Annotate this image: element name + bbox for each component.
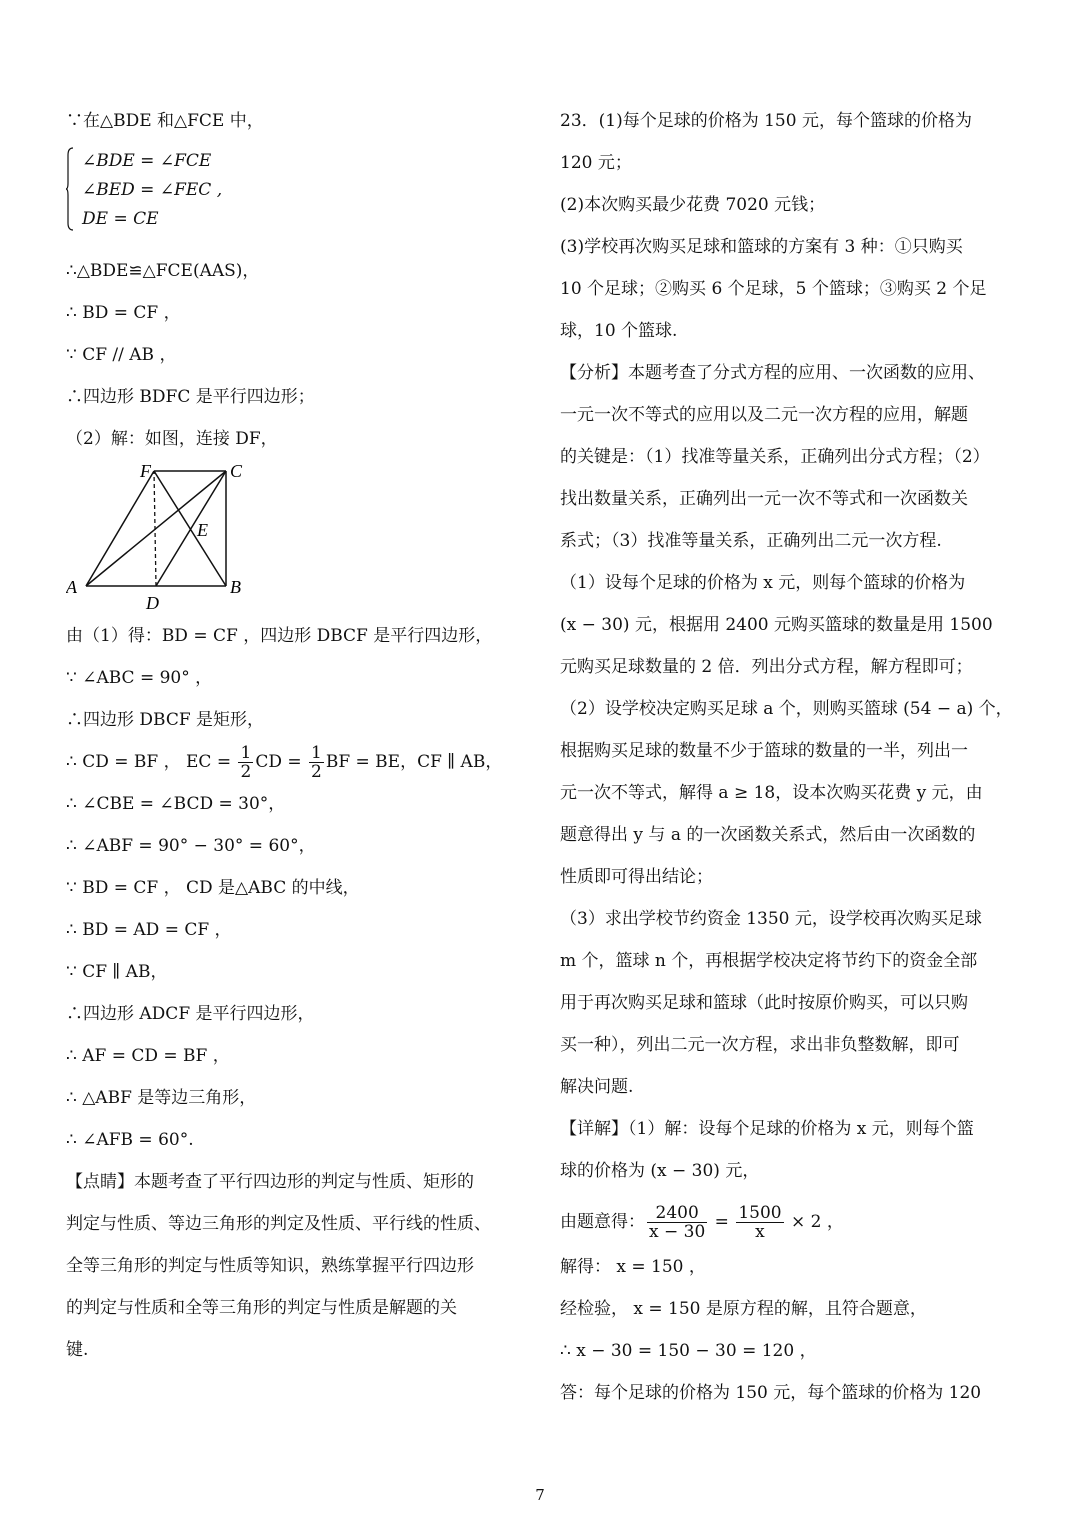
text-line: 根据购买足球的数量不少于篮球的数量的一半，列出一 [560,741,968,761]
label-a: A [66,577,77,597]
text-line: （3）求出学校节约资金 1350 元，设学校再次购买足球 [560,909,982,929]
text-line: ∴ ∠CBE = ∠BCD = 30°， [66,794,286,814]
text-segment: = [709,1212,735,1232]
text-line: ∵ CF ∥ AB， [66,962,168,982]
text-line: ∵在△BDE 和△FCE 中， [66,111,264,131]
rectangle-diagram [66,463,266,618]
equation-system [66,147,536,243]
numerator: 1500 [738,1203,782,1223]
text-line: 【分析】本题考查了分式方程的应用、一次函数的应用、 [560,363,985,383]
denominator: 2 [240,762,252,782]
text-line: 性质即可得出结论； [560,867,713,887]
page-number: 7 [535,1486,545,1504]
text-line: 120 元； [560,153,632,173]
text-line: 题意得出 y 与 a 的一次函数关系式，然后由一次函数的 [560,825,976,845]
text-line: ∵ CF // AB ， [66,345,177,365]
text-line: ∵ ∠ABC = 90° ， [66,668,213,688]
text-line: 由（1）得：BD = CF ，四边形 DBCF 是平行四边形， [66,626,493,646]
text-line: ∴ BD = CF ， [66,303,181,323]
text-line: 【详解】（1）解：设每个足球的价格为 x 元，则每个篮 [560,1119,974,1139]
right-column [560,103,1022,1417]
label-e: E [197,520,208,540]
text-line: 【点睛】本题考查了平行四边形的判定与性质、矩形的 [66,1172,474,1192]
text-line: 解决问题. [560,1077,634,1097]
equation-line [560,1195,1022,1249]
denominator: x [755,1222,765,1242]
text-line: （2）解：如图，连接 DF， [66,429,278,449]
text-line: (x − 30) 元，根据用 2400 元购买篮球的数量是用 1500 [560,615,993,635]
text-line: 元购买足球数量的 2 倍．列出分式方程，解方程即可； [560,657,973,677]
text-line: 球的价格为 (x − 30) 元， [560,1161,760,1181]
text-line: 用于再次购买足球和篮球（此时按原价购买，可以只购 [560,993,968,1013]
text-line: ∴四边形 ADCF 是平行四边形， [66,1004,315,1024]
text-line: ∴ ∠ABF = 90° − 30° = 60°， [66,836,316,856]
text-line: 球，10 个篮球. [560,321,678,341]
text-line: 的判定与性质和全等三角形的判定与性质是解题的关 [66,1298,457,1318]
text-line: (2)本次购买最少花费 7020 元钱； [560,195,826,215]
left-column [66,103,536,1374]
fraction [647,1204,707,1241]
text-line: 找出数量关系，正确列出一元一次不等式和一次函数关 [560,489,968,509]
system-row: ∠BDE = ∠FCE [82,151,212,171]
fraction [238,744,253,781]
brace-icon [66,147,74,231]
text-line: 23．(1)每个足球的价格为 150 元，每个篮球的价格为 [560,111,972,131]
text-line: 元一次不等式，解得 a ≥ 18，设本次购买花费 y 元，由 [560,783,983,803]
text-line: ∴ BD = AD = CF ， [66,920,232,940]
text-line: ∴ AF = CD = BF ， [66,1046,230,1066]
text-line: ∴四边形 DBCF 是矩形， [66,710,265,730]
text-line: 一元一次不等式的应用以及二元一次方程的应用，解题 [560,405,968,425]
text-segment: CD = [255,752,308,772]
text-line: ∴ x − 30 = 150 − 30 = 120 ， [560,1341,817,1361]
text-segment: BF = BE，CF ∥ AB， [325,752,503,772]
text-line: 解得： x = 150 ， [560,1257,706,1277]
text-line: 判定与性质、等边三角形的判定及性质、平行线的性质、 [66,1214,491,1234]
text-line: 买一种），列出二元一次方程，求出非负整数解，即可 [560,1035,960,1055]
text-line: ∴ △ABF 是等边三角形， [66,1088,257,1108]
text-line: m 个，篮球 n 个，再根据学校决定将节约下的资金全部 [560,951,978,971]
denominator: x − 30 [649,1222,706,1242]
text-segment: 由题意得： [560,1212,645,1232]
text-line: 系式；（3）找准等量关系，正确列出二元一次方程. [560,531,942,551]
text-line: 经检验， x = 150 是原方程的解，且符合题意， [560,1299,927,1319]
label-b: B [230,577,241,597]
text-segment: ∴ CD = BF ， EC = [66,752,237,772]
text-line: 键. [66,1340,89,1360]
numerator: 1 [311,743,322,763]
numerator: 2400 [647,1204,707,1223]
fraction [736,1204,783,1241]
text-line: 答：每个足球的价格为 150 元，每个篮球的价格为 120 [560,1383,982,1403]
text-line: 的关键是：（1）找准等量关系，正确列出分式方程；（2） [560,447,990,467]
denominator: 2 [311,762,322,782]
text-segment: × 2 ， [785,1212,844,1232]
text-line: ∴ ∠AFB = 60°. [66,1130,194,1150]
text-line: ∴四边形 BDFC 是平行四边形； [66,387,315,407]
text-line: （2）设学校决定购买足球 a 个，则购买篮球 (54 − a) 个， [560,699,1013,719]
label-f: F [140,463,151,481]
fraction [309,744,324,781]
numerator: 1 [240,743,252,763]
label-d: D [146,593,159,613]
text-line: 全等三角形的判定与性质等知识，熟练掌握平行四边形 [66,1256,474,1276]
geometry-figure [66,463,536,618]
fraction-line [66,744,536,786]
text-line: （1）设每个足球的价格为 x 元，则每个篮球的价格为 [560,573,966,593]
system-row: ∠BED = ∠FEC , [82,180,223,200]
segment-fa [86,471,154,586]
system-row: DE = CE [82,209,159,229]
text-line: 10 个足球；②购买 6 个足球，5 个篮球；③购买 2 个足 [560,279,987,299]
text-line: ∵ BD = CF ， CD 是△ABC 的中线， [66,878,360,898]
text-line: (3)学校再次购买足球和篮球的方案有 3 种：①只购买 [560,237,963,257]
label-c: C [230,463,243,481]
text-line: ∴△BDE≌△FCE(AAS)， [66,261,260,281]
